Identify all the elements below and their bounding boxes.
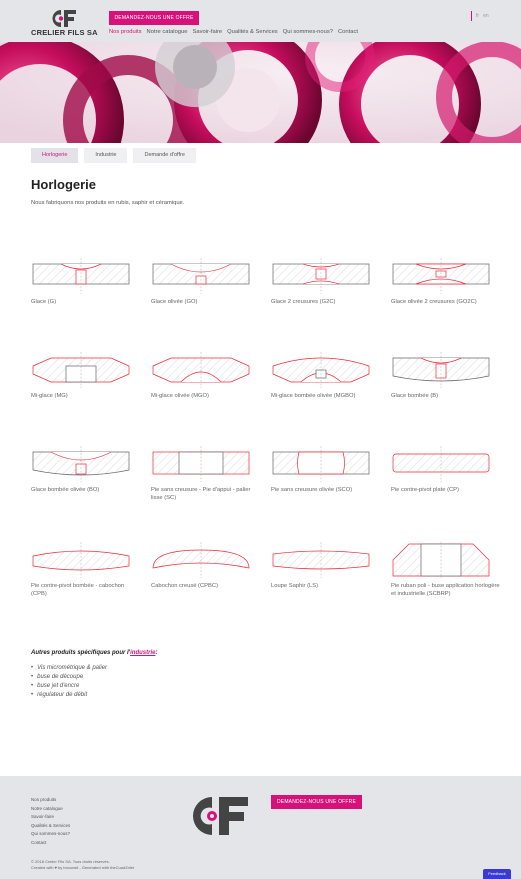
product-cross-section-icon	[391, 256, 491, 296]
list-item: • Vis micrométrique & palier	[31, 664, 107, 673]
hero-image	[0, 42, 521, 143]
tab-horlogerie[interactable]: Horlogerie	[31, 148, 78, 163]
footer-link-catalogue[interactable]: Notre catalogue	[31, 805, 63, 811]
nav-item-catalogue[interactable]: Notre catalogue	[146, 29, 188, 35]
copyright: © 2018 Crelier Fils SA. Tous droits réservés. Created with ♥ by bnconsit - Generated with theCuadZrilet	[31, 859, 135, 870]
product-name: Pie contre-pivot bombée - cabochon (CPB)	[31, 583, 125, 597]
product-cross-section-icon	[31, 444, 131, 484]
language-switch	[471, 11, 489, 21]
product-name: Glace (G)	[31, 299, 57, 305]
feedback-button[interactable]: Feedback	[483, 869, 511, 879]
brand-name: CRELIER FILS SA	[31, 28, 98, 37]
product-name: Cabochon creusé (CPBC)	[151, 583, 219, 589]
logo-icon	[52, 9, 78, 28]
product-cross-section-icon	[31, 256, 131, 296]
product-name: Loupe Saphir (LS)	[271, 583, 319, 589]
footer-link-about[interactable]: Qui sommes-nous?	[31, 831, 71, 836]
product-name: Glace 2 creusures (G2C)	[271, 299, 336, 305]
product-name: Pie sans creusure - Pie d'appui - palier lisse (SC)	[151, 487, 251, 501]
product-name: Glace olivée (GO)	[151, 299, 198, 305]
product-card[interactable]	[151, 350, 261, 400]
nav-item-quality[interactable]: Qualités & Services	[227, 29, 278, 35]
product-card[interactable]	[31, 350, 141, 400]
site-logo[interactable]	[31, 9, 97, 37]
product-card[interactable]	[391, 256, 501, 306]
product-cross-section-icon	[151, 350, 251, 390]
request-offer-button[interactable]: DEMANDEZ-NOUS UNE OFFRE	[109, 11, 199, 25]
product-card[interactable]	[31, 444, 141, 494]
product-cross-section-icon	[391, 444, 491, 484]
product-card[interactable]	[271, 540, 381, 590]
footer-request-offer-button[interactable]: DEMANDEZ-NOUS UNE OFFRE	[271, 795, 362, 809]
product-cross-section-icon	[271, 256, 371, 296]
nav-item-contact[interactable]: Contact	[337, 29, 358, 35]
industry-link[interactable]: industrie	[130, 650, 156, 656]
other-products-list	[31, 664, 107, 700]
category-tabs	[31, 148, 196, 163]
other-products-title: Autres produits spécifiques pour l'industrie:	[31, 650, 158, 656]
product-cross-section-icon	[31, 350, 131, 390]
product-cross-section-icon	[271, 444, 371, 484]
lang-en[interactable]: en	[483, 13, 489, 19]
product-card[interactable]	[391, 540, 501, 598]
product-name: Glace olivée 2 creusures (GO2C)	[391, 299, 477, 305]
product-card[interactable]	[151, 444, 261, 502]
footer-link-products[interactable]: Nos produits	[31, 797, 57, 802]
footer-link-contact[interactable]: Contact	[31, 839, 47, 845]
product-cross-section-icon	[151, 540, 251, 580]
page-intro: Nous fabriquons nos produits en rubis, saphir et céramique.	[31, 200, 185, 206]
product-card[interactable]	[31, 256, 141, 306]
footer-link-savoir-faire[interactable]: Savoir-faire	[31, 814, 55, 819]
nav-item-about[interactable]: Qui sommes-nous?	[282, 29, 333, 35]
nav-item-products[interactable]: Nos produits	[109, 29, 142, 35]
product-card[interactable]	[151, 256, 261, 306]
page-title: Horlogerie	[31, 177, 97, 192]
product-cross-section-icon	[391, 540, 491, 580]
product-card[interactable]	[271, 350, 381, 400]
list-item: • régulateur de débit	[31, 691, 107, 700]
footer-logo-icon	[192, 796, 250, 836]
product-card[interactable]	[391, 350, 501, 400]
product-name: Mi-glace olivée (MGO)	[151, 393, 209, 399]
product-cross-section-icon	[151, 256, 251, 296]
product-name: Mi-glace bombée olivée (MGBO)	[271, 393, 356, 399]
product-name: Glace bombée (B)	[391, 393, 439, 399]
nav-item-savoir-faire[interactable]: Savoir-faire	[192, 29, 223, 35]
product-cross-section-icon	[271, 540, 371, 580]
product-card[interactable]	[31, 540, 141, 598]
footer-nav	[31, 796, 70, 847]
product-card[interactable]	[271, 256, 381, 306]
product-cross-section-icon	[31, 540, 131, 580]
product-name: Pie sans creusure olivée (SCO)	[271, 487, 353, 493]
product-name: Pie contre-pivot plate (CP)	[391, 487, 459, 493]
tab-industrie[interactable]: Industrie	[84, 148, 127, 163]
list-item: • buse de découpe	[31, 673, 107, 682]
lang-fr[interactable]: fr	[476, 13, 480, 19]
product-cross-section-icon	[271, 350, 371, 390]
list-item: • buse jet d'encre	[31, 682, 107, 691]
product-name: Pie ruban poli - buse application horlogère et industrielle (SCBRP)	[391, 583, 500, 597]
product-cross-section-icon	[151, 444, 251, 484]
site-footer	[0, 776, 521, 879]
product-name: Glace bombée olivée (BO)	[31, 487, 100, 493]
product-name: Mi-glace (MG)	[31, 393, 68, 399]
main-nav	[109, 29, 358, 35]
product-card[interactable]	[151, 540, 261, 590]
product-card[interactable]	[271, 444, 381, 494]
footer-link-quality[interactable]: Qualités & Services	[31, 822, 71, 828]
site-header	[0, 0, 521, 42]
product-cross-section-icon	[391, 350, 491, 390]
ruby-jewels-image	[0, 42, 521, 143]
tab-request-offer[interactable]: Demande d'offre	[133, 148, 195, 163]
product-card[interactable]	[391, 444, 501, 494]
